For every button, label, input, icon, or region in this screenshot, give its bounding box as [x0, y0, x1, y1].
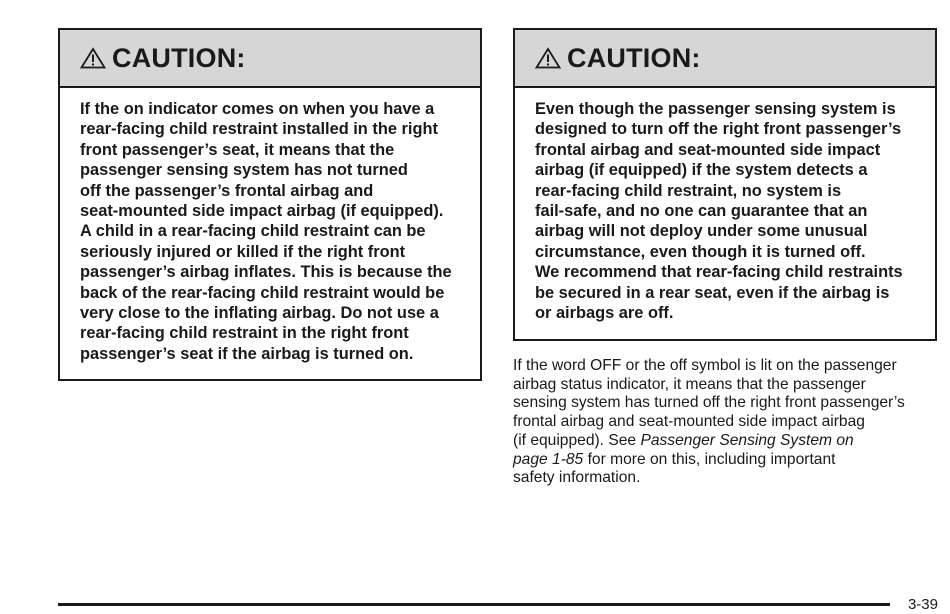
text-line: airbag will not deploy under some unusual: [535, 222, 868, 241]
text-line: frontal airbag and seat-mounted side impact: [535, 140, 881, 159]
caution-box-left: [58, 28, 482, 381]
text-line: sensing system has turned off the right front passenger’s: [513, 394, 905, 412]
text-line: rear-facing child restraint, no system is: [535, 181, 842, 200]
caution-title: CAUTION:: [567, 42, 701, 73]
page-number: 3-39: [907, 596, 938, 613]
text-line: passenger sensing system has not turned: [80, 161, 408, 180]
caution-body: [60, 88, 480, 364]
text-line: back of the rear-facing child restraint would be: [80, 283, 445, 302]
caution-title: CAUTION:: [112, 42, 246, 73]
text-line: fail-safe, and no one can guarantee that an: [535, 202, 868, 221]
text-line: A child in a rear-facing child restraint can be: [80, 222, 426, 241]
text-fragment: (if equipped). See: [513, 431, 641, 449]
caution-box-right: [513, 28, 937, 341]
body-paragraph: [513, 357, 943, 488]
text-line: seriously injured or killed if the right front: [80, 242, 406, 261]
text-line: passenger’s airbag inflates. This is because the: [80, 263, 452, 282]
warning-triangle-icon: [535, 47, 561, 69]
text-line: designed to turn off the right front passenger’s: [535, 120, 902, 139]
caution-header: [515, 30, 935, 88]
text-line: or airbags are off.: [535, 304, 674, 323]
text-line: Even though the passenger sensing system is: [535, 100, 896, 118]
text-line: rear-facing child restraint installed in the right: [80, 120, 438, 139]
text-line: frontal airbag and seat-mounted side impact airbag: [513, 413, 865, 431]
text-line: [513, 451, 943, 470]
text-line: rear-facing child restraint in the right front: [80, 324, 409, 343]
footer-rule: [58, 603, 890, 606]
warning-triangle-icon: [80, 47, 106, 69]
text-line: safety information.: [513, 469, 641, 487]
text-line: passenger’s seat if the airbag is turned on.: [80, 344, 414, 363]
text-line: off the passenger’s frontal airbag and: [80, 181, 374, 200]
text-line: circumstance, even though it is turned off.: [535, 242, 866, 261]
caution-body: [515, 88, 935, 323]
text-line: front passenger’s seat, it means that the: [80, 140, 395, 159]
text-line: [513, 432, 943, 451]
text-line: We recommend that rear-facing child restraints: [535, 263, 903, 282]
text-line: seat-mounted side impact airbag (if equipped).: [80, 202, 444, 221]
caution-header: [60, 30, 480, 88]
cross-reference-link[interactable]: page 1-85: [513, 450, 584, 468]
text-line: If the on indicator comes on when you have a: [80, 100, 435, 118]
text-line: be secured in a rear seat, even if the airbag is: [535, 283, 890, 302]
cross-reference-link[interactable]: Passenger Sensing System on: [640, 431, 854, 449]
text-fragment: for more on this, including important: [583, 450, 836, 468]
text-line: very close to the inflating airbag. Do not use a: [80, 304, 439, 323]
text-line: If the word OFF or the off symbol is lit on the passenger: [513, 357, 897, 374]
text-line: airbag status indicator, it means that the passenger: [513, 375, 866, 393]
text-line: airbag (if equipped) if the system detects a: [535, 161, 868, 180]
